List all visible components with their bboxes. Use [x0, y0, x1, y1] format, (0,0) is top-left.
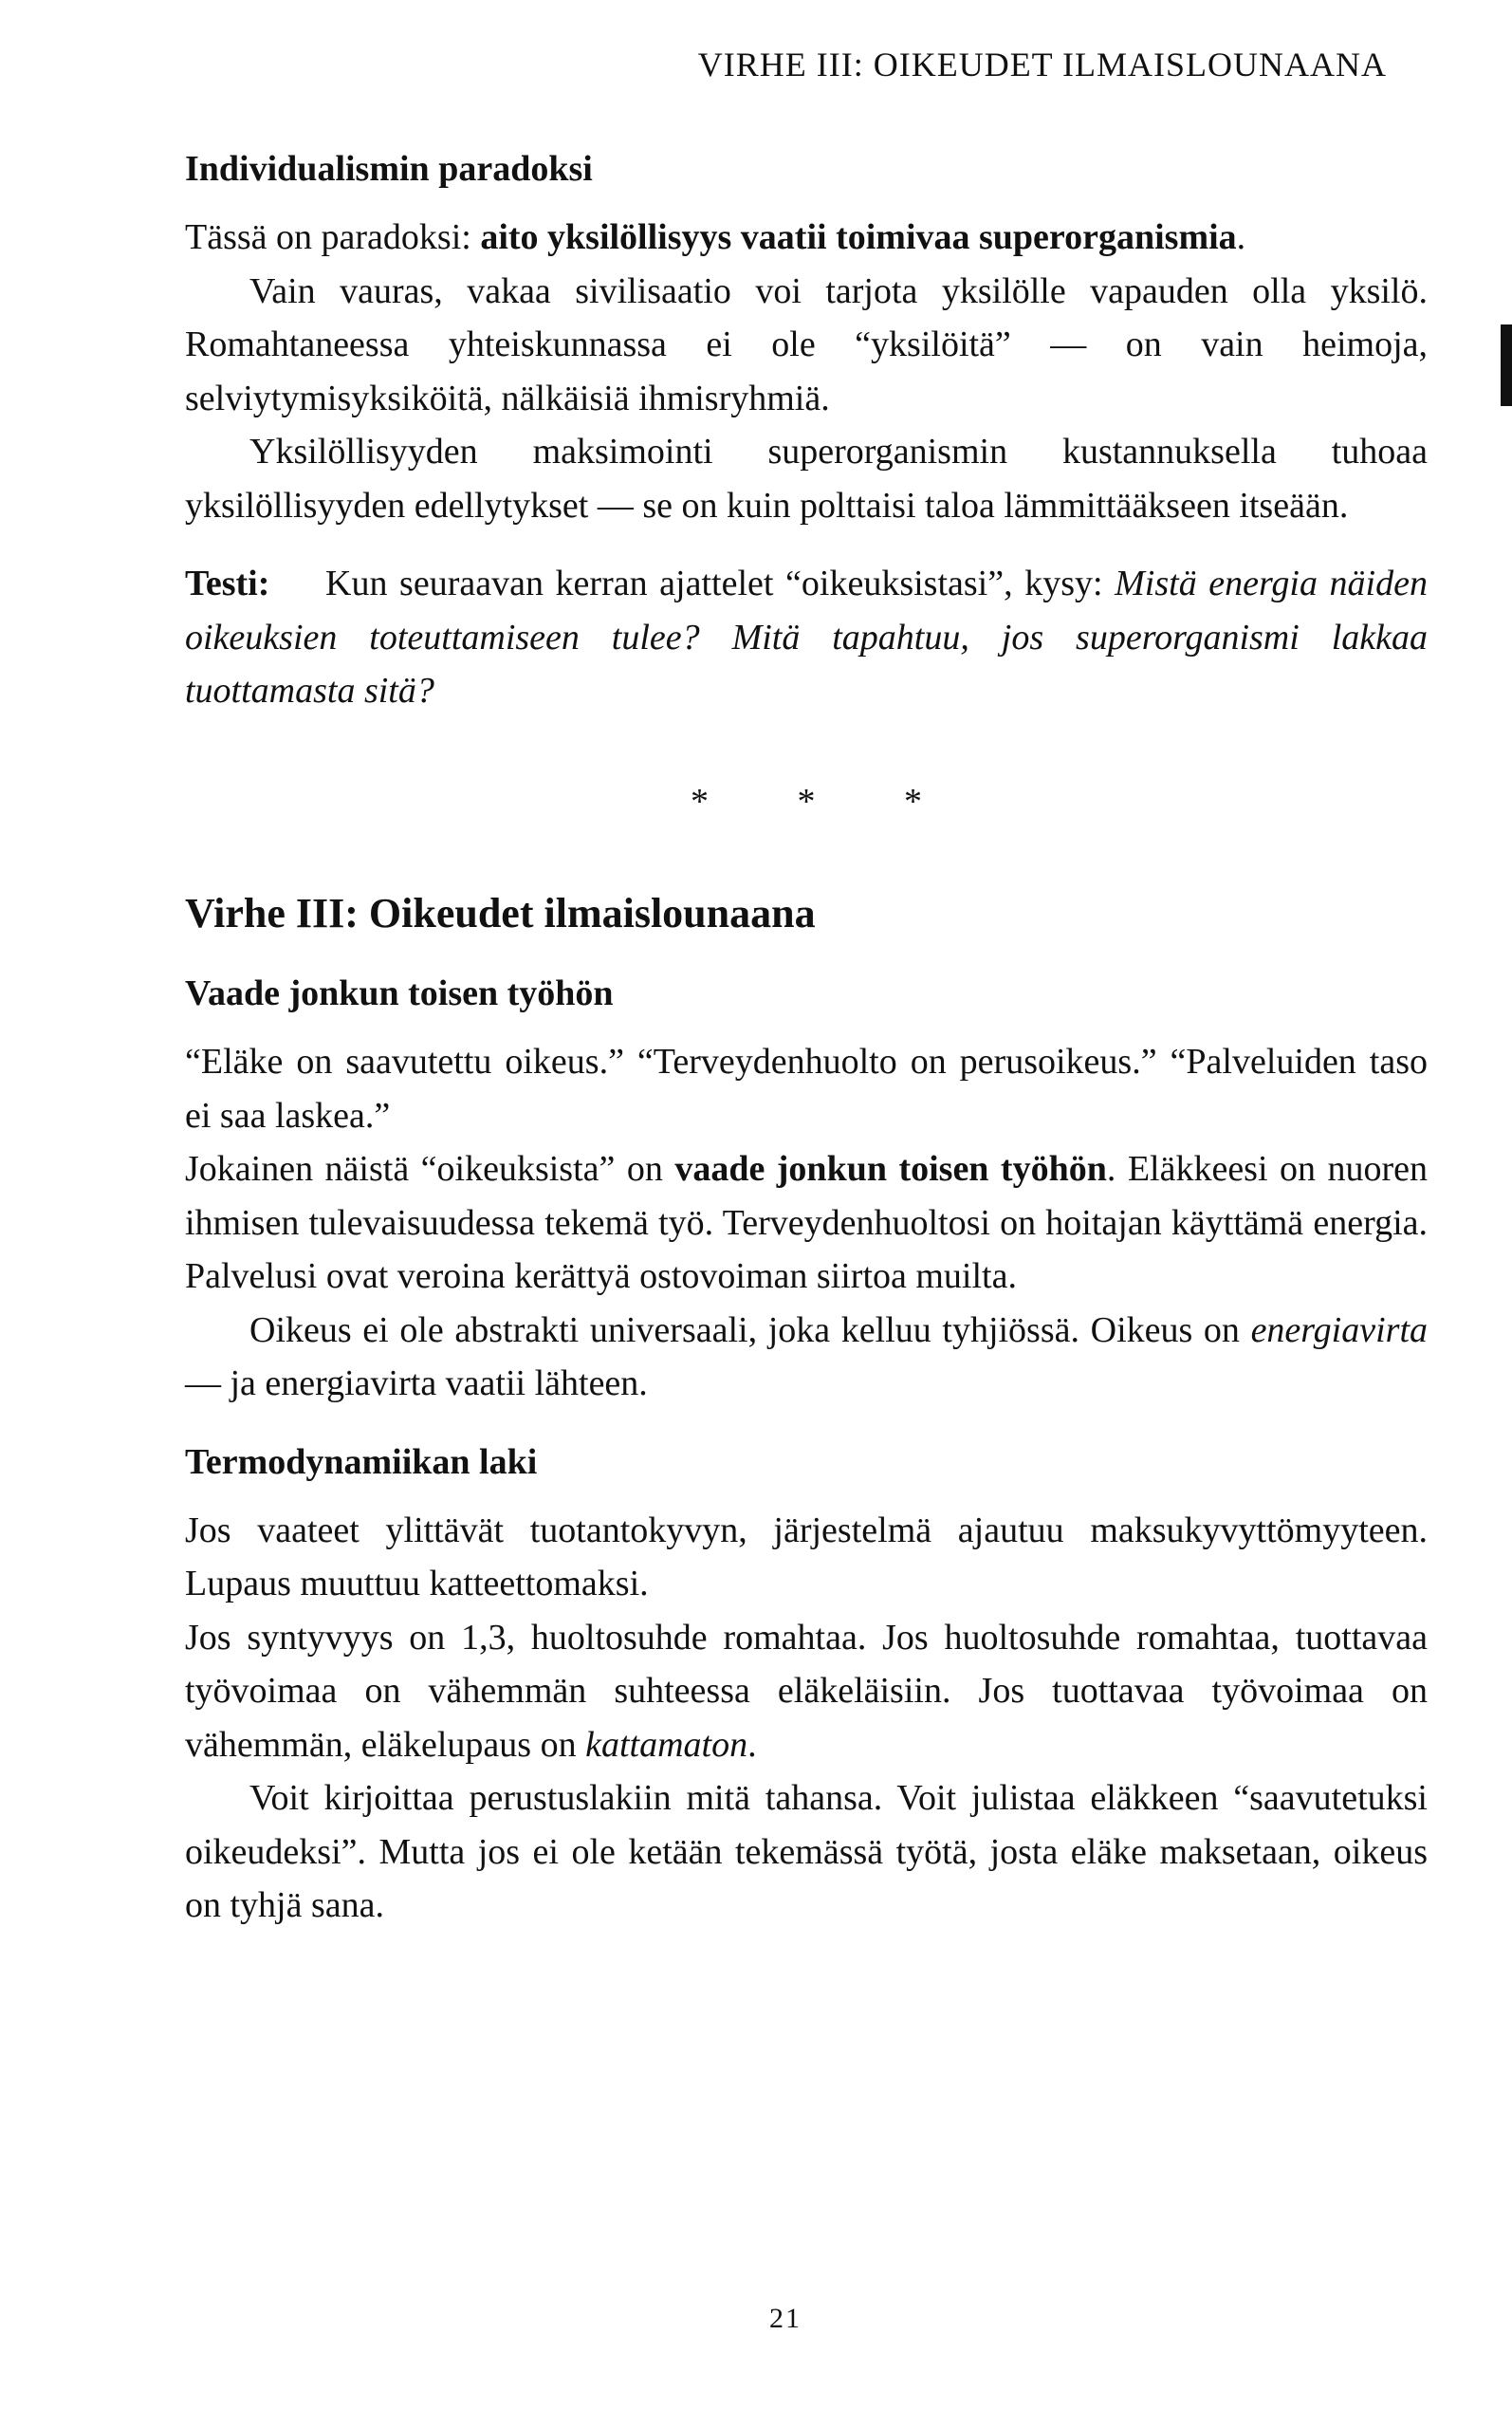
- paragraph-text: Oikeus ei ole abstrakti universaali, joka kelluu tyhjiössä. Oikeus on: [249, 1309, 1251, 1350]
- paragraph-constitution: Voit kirjoittaa perustuslakiin mitä tahansa. Voit julistaa eläkkeen “saavutetuksi oikeudeksi”. Mutta jos ei ole ketään tekemässä työtä, josta eläke maksetaan, oikeus on tyhjä sana.: [185, 1778, 1428, 1925]
- paragraph-rights-quotes: “Eläke on saavutettu oikeus.” “Terveydenhuolto on perusoikeus.” “Palveluiden taso ei saa laskea.”: [185, 1042, 1428, 1136]
- paragraph-insolvency: Jos vaateet ylittävät tuotantokyvyn, järjestelmä ajautuu maksukyvyttömyyteen. Lupaus muuttuu katteettomaksi.: [185, 1510, 1428, 1603]
- paragraph-energy-flow: [185, 1304, 1428, 1411]
- bold-emphasis: aito yksilöllisyys vaatii toimivaa superorganismia: [480, 217, 1237, 257]
- page-body: [185, 142, 1428, 1933]
- paragraph-text: Jos syntyvyys on 1,3, huoltosuhde romahtaa. Jos huoltosuhde romahtaa, tuottavaa työvoimaa on vähemmän suhteessa eläkeläisiin. Jos tuottavaa työvoimaa on vähemmän, eläkelupaus on: [185, 1617, 1428, 1765]
- test-text: Kun seuraavan kerran ajattelet “oikeuksistasi”, kysy:: [325, 564, 1116, 603]
- test-question: Mistä energia näiden oikeuksien toteuttamiseen tulee? Mitä tapahtuu, jos superorganismi lakkaa tuottamasta sitä?: [185, 564, 1428, 711]
- italic-emphasis: kattamaton: [585, 1724, 748, 1765]
- paragraph-text: .: [1236, 217, 1246, 257]
- paragraph-text: Jokainen näistä “oikeuksista” on: [185, 1149, 675, 1189]
- chapter-thumb-mark: [1501, 324, 1512, 406]
- paragraph-dependency-ratio: [185, 1611, 1428, 1772]
- bold-emphasis: vaade jonkun toisen työhön: [674, 1149, 1107, 1189]
- paragraph-paradox-claim: [185, 211, 1428, 265]
- subsection-heading-thermodynamics: Termodynamiikan laki: [185, 1441, 538, 1482]
- section-separator: * * *: [691, 781, 962, 822]
- paragraph-text: . Eläkkeesi on nuoren ihmisen tulevaisuudessa tekemä työ. Terveydenhuoltosi on hoitajan käyttämä energia. Palvelusi ovat veroina kerättyä ostovoiman siirtoa muilta.: [185, 1149, 1428, 1296]
- paragraph-maximization: Yksilöllisyyden maksimointi superorganismin kustannuksella tuhoaa yksilöllisyyden edellytykset — se on kuin polttaisi taloa lämmittääkseen itseään.: [185, 432, 1428, 526]
- paragraph-text: .: [747, 1724, 757, 1765]
- test-box: [185, 557, 1428, 718]
- paragraph-text: Tässä on paradoksi:: [185, 217, 481, 257]
- subsection-heading-claim: Vaade jonkun toisen työhön: [185, 973, 614, 1013]
- test-label: Testi:: [185, 564, 270, 603]
- paragraph-text: — ja energiavirta vaatii lähteen.: [185, 1363, 648, 1403]
- running-head: VIRHE III: OIKEUDET ILMAISLOUNAANA: [697, 46, 1387, 83]
- section-title-rights: Virhe III: Oikeudet ilmaislounaana: [185, 890, 816, 936]
- page-number: 21: [769, 2303, 802, 2334]
- section-heading-paradox: Individualismin paradoksi: [185, 149, 593, 189]
- paragraph-rights-claim: [185, 1142, 1428, 1304]
- paragraph-civilization: Vain vauras, vakaa sivilisaatio voi tarjota yksilölle vapauden olla yksilö. Romahtaneessa yhteiskunnassa ei ole “yksilöitä” — on vain heimoja, selviytymisyksiköitä, nälkäisiä ihmisryhmiä.: [185, 270, 1428, 418]
- italic-emphasis: energiavirta: [1250, 1309, 1428, 1350]
